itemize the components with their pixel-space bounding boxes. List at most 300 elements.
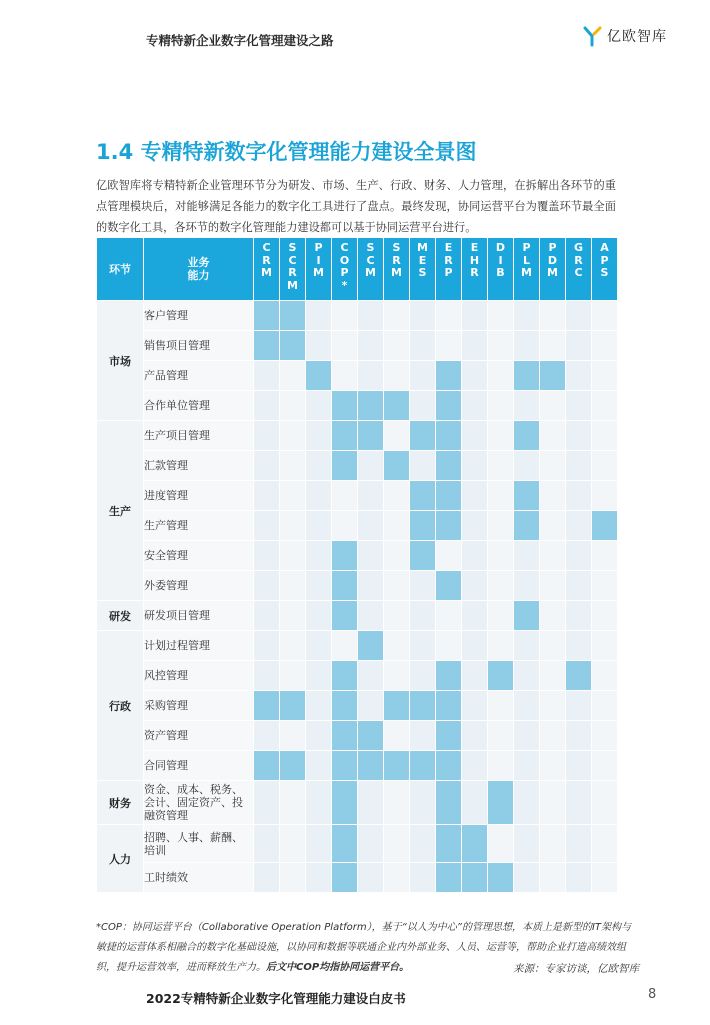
matrix-cell-empty <box>514 541 540 571</box>
matrix-cell-filled <box>410 481 436 511</box>
matrix-cell-empty <box>540 601 566 631</box>
tool-letter: C <box>262 241 271 254</box>
matrix-cell-empty <box>462 451 488 481</box>
tool-letter: H <box>469 253 480 267</box>
matrix-cell-empty <box>280 391 306 421</box>
business-capability-cell: 采购管理 <box>144 691 254 721</box>
header-title: 专精特新企业数字化管理建设之路 <box>146 33 334 48</box>
table-row <box>97 391 618 421</box>
matrix-cell-filled <box>254 751 280 781</box>
matrix-cell-empty <box>254 511 280 541</box>
matrix-cell-filled <box>384 391 410 421</box>
matrix-cell-empty <box>384 421 410 451</box>
matrix-cell-empty <box>462 301 488 331</box>
tool-letter: * <box>341 278 348 292</box>
matrix-cell-empty <box>436 631 462 661</box>
matrix-cell-filled <box>436 391 462 421</box>
matrix-cell-filled <box>358 721 384 751</box>
section-title: 1.4 专精特新数字化管理能力建设全景图 <box>96 140 477 164</box>
matrix-cell-empty <box>488 571 514 601</box>
matrix-cell-empty <box>410 863 436 893</box>
matrix-cell-empty <box>462 661 488 691</box>
matrix-cell-empty <box>592 631 618 661</box>
tool-header-pim <box>306 238 332 301</box>
tool-letter: P <box>340 266 349 280</box>
matrix-cell-empty <box>436 301 462 331</box>
matrix-cell-empty <box>280 863 306 893</box>
table-row <box>97 601 618 631</box>
matrix-cell-empty <box>566 301 592 331</box>
matrix-cell-empty <box>488 331 514 361</box>
matrix-cell-empty <box>462 331 488 361</box>
matrix-cell-filled <box>358 391 384 421</box>
matrix-cell-empty <box>280 481 306 511</box>
tool-header-scrm <box>280 238 306 301</box>
intro-paragraph: 亿欧智库将专精特新企业管理环节分为研发、市场、生产、行政、财务、人力管理，在拆解出各环节的重点管理模块后，对能够满足各能力的数字化工具进行了盘点。最终发现，协同运营平台为覆盖环节最全面的数字化工具，各环节的数字化管理能力建设都可以基于协同运营平台进行。 <box>96 179 616 234</box>
matrix-cell-empty <box>566 601 592 631</box>
tool-header-grc <box>566 238 592 301</box>
matrix-cell-filled <box>436 511 462 541</box>
matrix-cell-empty <box>410 571 436 601</box>
matrix-cell-filled <box>254 301 280 331</box>
tool-letter: D <box>495 241 506 254</box>
matrix-cell-empty <box>566 825 592 863</box>
matrix-cell-empty <box>566 511 592 541</box>
matrix-cell-empty <box>592 661 618 691</box>
matrix-cell-empty <box>514 691 540 721</box>
matrix-cell-empty <box>566 481 592 511</box>
matrix-cell-empty <box>280 631 306 661</box>
table-row <box>97 421 618 451</box>
footnote-bold: 后文中COP均指协同运营平台。 <box>266 962 410 973</box>
tool-letter: M <box>287 278 298 292</box>
matrix-cell-empty <box>332 511 358 541</box>
matrix-cell-empty <box>254 481 280 511</box>
business-capability-cell: 汇款管理 <box>144 451 254 481</box>
matrix-cell-filled <box>436 721 462 751</box>
segment-cell: 研发 <box>97 601 144 631</box>
matrix-cell-empty <box>540 661 566 691</box>
matrix-cell-empty <box>306 421 332 451</box>
matrix-cell-filled <box>566 661 592 691</box>
matrix-cell-filled <box>436 571 462 601</box>
matrix-cell-empty <box>384 511 410 541</box>
tool-letter: G <box>573 241 584 254</box>
matrix-cell-empty <box>462 571 488 601</box>
matrix-cell-empty <box>358 691 384 721</box>
tool-letter: M <box>365 266 376 280</box>
matrix-cell-filled <box>332 721 358 751</box>
matrix-cell-empty <box>358 361 384 391</box>
matrix-cell-empty <box>540 825 566 863</box>
matrix-cell-filled <box>306 361 332 391</box>
table-row <box>97 571 618 601</box>
matrix-cell-filled <box>436 751 462 781</box>
tool-letter: I <box>498 253 503 267</box>
matrix-cell-empty <box>566 631 592 661</box>
business-capability-cell: 风控管理 <box>144 661 254 691</box>
matrix-cell-empty <box>566 571 592 601</box>
tool-letter: R <box>288 266 297 280</box>
matrix-cell-empty <box>462 751 488 781</box>
tool-header-scm <box>358 238 384 301</box>
business-capability-cell: 销售项目管理 <box>144 331 254 361</box>
page-number: 8 <box>648 987 657 1002</box>
matrix-cell-empty <box>306 451 332 481</box>
matrix-cell-filled <box>280 331 306 361</box>
matrix-cell-filled <box>436 863 462 893</box>
matrix-cell-empty <box>254 721 280 751</box>
table-row <box>97 511 618 541</box>
matrix-cell-empty <box>280 571 306 601</box>
tool-letter: M <box>261 266 272 280</box>
matrix-cell-filled <box>436 451 462 481</box>
matrix-cell-filled <box>280 691 306 721</box>
tool-header-erp <box>436 238 462 301</box>
matrix-cell-filled <box>410 691 436 721</box>
matrix-cell-filled <box>332 601 358 631</box>
matrix-cell-empty <box>306 661 332 691</box>
matrix-cell-empty <box>488 481 514 511</box>
matrix-cell-empty <box>540 571 566 601</box>
matrix-cell-empty <box>488 421 514 451</box>
business-capability-cell: 合作单位管理 <box>144 391 254 421</box>
matrix-cell-empty <box>514 301 540 331</box>
column-header-segment: 环节 <box>97 238 144 301</box>
matrix-cell-empty <box>254 541 280 571</box>
matrix-cell-empty <box>462 481 488 511</box>
matrix-cell-empty <box>514 571 540 601</box>
tool-letter: E <box>418 253 427 267</box>
matrix-cell-empty <box>540 541 566 571</box>
tool-letter: M <box>313 266 324 280</box>
matrix-cell-empty <box>462 511 488 541</box>
tool-header-srm <box>384 238 410 301</box>
matrix-cell-empty <box>488 601 514 631</box>
matrix-cell-empty <box>488 301 514 331</box>
matrix-cell-empty <box>306 825 332 863</box>
matrix-cell-filled <box>592 511 618 541</box>
matrix-cell-empty <box>306 863 332 893</box>
matrix-cell-empty <box>254 601 280 631</box>
business-capability-cell: 进度管理 <box>144 481 254 511</box>
table-row <box>97 825 618 863</box>
matrix-cell-empty <box>254 863 280 893</box>
business-capability-cell: 外委管理 <box>144 571 254 601</box>
tool-letter: M <box>547 266 558 280</box>
matrix-cell-empty <box>306 391 332 421</box>
tool-letter: E <box>470 241 479 254</box>
matrix-cell-empty <box>410 631 436 661</box>
matrix-cell-empty <box>592 863 618 893</box>
matrix-cell-empty <box>462 691 488 721</box>
footer-title: 2022专精特新企业数字化管理能力建设白皮书 <box>146 991 406 1006</box>
matrix-cell-filled <box>332 451 358 481</box>
business-capability-cell: 安全管理 <box>144 541 254 571</box>
matrix-cell-empty <box>488 631 514 661</box>
matrix-cell-filled <box>514 601 540 631</box>
matrix-cell-empty <box>306 571 332 601</box>
tool-letter: C <box>366 253 375 267</box>
logo-text: 亿欧智库 <box>607 29 667 45</box>
matrix-cell-filled <box>514 511 540 541</box>
matrix-cell-empty <box>280 421 306 451</box>
tool-letter: S <box>392 241 401 254</box>
capability-matrix <box>96 237 618 893</box>
matrix-cell-filled <box>332 691 358 721</box>
matrix-cell-empty <box>306 751 332 781</box>
matrix-cell-empty <box>358 451 384 481</box>
tool-letter: R <box>470 266 479 280</box>
matrix-cell-filled <box>410 541 436 571</box>
matrix-cell-empty <box>254 781 280 825</box>
matrix-cell-filled <box>332 863 358 893</box>
matrix-cell-empty <box>462 391 488 421</box>
matrix-cell-empty <box>488 361 514 391</box>
table-row <box>97 451 618 481</box>
matrix-cell-empty <box>254 421 280 451</box>
matrix-cell-empty <box>410 721 436 751</box>
matrix-cell-empty <box>566 751 592 781</box>
matrix-cell-empty <box>566 451 592 481</box>
tool-header-cop-star <box>332 238 358 301</box>
tool-letter: D <box>547 253 558 267</box>
matrix-cell-filled <box>436 481 462 511</box>
matrix-cell-empty <box>306 301 332 331</box>
tool-letter: R <box>392 253 401 267</box>
matrix-cell-empty <box>358 511 384 541</box>
table-row <box>97 721 618 751</box>
matrix-cell-empty <box>358 571 384 601</box>
tool-header-plm <box>514 238 540 301</box>
matrix-cell-empty <box>254 571 280 601</box>
matrix-cell-empty <box>462 631 488 661</box>
matrix-cell-empty <box>358 781 384 825</box>
matrix-cell-empty <box>410 361 436 391</box>
matrix-cell-empty <box>566 331 592 361</box>
matrix-cell-empty <box>384 781 410 825</box>
matrix-cell-filled <box>436 781 462 825</box>
matrix-cell-empty <box>384 541 410 571</box>
tool-letter: B <box>496 266 505 280</box>
matrix-cell-empty <box>540 301 566 331</box>
business-capability-cell: 生产管理 <box>144 511 254 541</box>
matrix-cell-filled <box>254 331 280 361</box>
footnote-text: *COP：协同运营平台（Collaborative Operation Platform），基于“以人为中心”的管理思想，本质上是新型的IT架构与敏捷的运营体系相融合的数字化基础设施，以协同和数据等联通企业内外部业务、人员、运营等，帮助企业打造高绩效组织，提升运营效率，进而释放生产力。 <box>96 922 632 973</box>
tool-letter: S <box>366 241 375 254</box>
matrix-cell-empty <box>540 481 566 511</box>
matrix-cell-empty <box>462 601 488 631</box>
matrix-cell-empty <box>566 541 592 571</box>
matrix-cell-empty <box>514 825 540 863</box>
matrix-cell-filled <box>410 421 436 451</box>
tool-letter: M <box>391 266 402 280</box>
matrix-cell-empty <box>592 541 618 571</box>
matrix-cell-empty <box>384 301 410 331</box>
tool-header-pdm <box>540 238 566 301</box>
matrix-cell-empty <box>592 421 618 451</box>
matrix-cell-empty <box>540 781 566 825</box>
matrix-cell-filled <box>358 421 384 451</box>
matrix-cell-filled <box>280 301 306 331</box>
tool-letter: C <box>340 241 349 254</box>
matrix-cell-empty <box>306 691 332 721</box>
matrix-cell-empty <box>384 825 410 863</box>
matrix-cell-empty <box>540 511 566 541</box>
matrix-cell-empty <box>358 481 384 511</box>
matrix-cell-empty <box>592 391 618 421</box>
matrix-cell-empty <box>514 781 540 825</box>
matrix-cell-empty <box>280 511 306 541</box>
tool-header-ehr <box>462 238 488 301</box>
matrix-cell-empty <box>566 391 592 421</box>
tool-header-aps <box>592 238 618 301</box>
matrix-cell-empty <box>514 451 540 481</box>
matrix-cell-empty <box>566 691 592 721</box>
matrix-cell-filled <box>332 391 358 421</box>
tool-letter: E <box>444 241 453 254</box>
matrix-cell-empty <box>254 451 280 481</box>
matrix-cell-empty <box>410 825 436 863</box>
matrix-cell-empty <box>514 331 540 361</box>
matrix-cell-filled <box>384 751 410 781</box>
matrix-cell-empty <box>410 601 436 631</box>
tool-letter: P <box>444 266 453 280</box>
matrix-cell-filled <box>514 481 540 511</box>
matrix-cell-empty <box>306 511 332 541</box>
matrix-cell-empty <box>540 863 566 893</box>
matrix-cell-empty <box>566 421 592 451</box>
matrix-cell-empty <box>332 331 358 361</box>
tool-header-dib <box>488 238 514 301</box>
matrix-cell-empty <box>332 361 358 391</box>
table-row <box>97 781 618 825</box>
table-row <box>97 481 618 511</box>
matrix-cell-empty <box>410 661 436 691</box>
matrix-cell-empty <box>384 331 410 361</box>
tool-letter: M <box>521 266 532 280</box>
matrix-cell-filled <box>358 631 384 661</box>
matrix-cell-empty <box>358 825 384 863</box>
tool-letter: S <box>288 241 297 254</box>
matrix-cell-empty <box>592 751 618 781</box>
matrix-cell-empty <box>566 721 592 751</box>
tool-letter: R <box>262 253 271 267</box>
table-row <box>97 541 618 571</box>
matrix-cell-empty <box>384 863 410 893</box>
business-capability-cell: 招聘、人事、薪酬、培训 <box>144 825 254 863</box>
table-row <box>97 301 618 331</box>
yiou-logo-icon <box>583 25 603 47</box>
matrix-cell-empty <box>332 301 358 331</box>
matrix-cell-empty <box>384 721 410 751</box>
business-capability-cell: 合同管理 <box>144 751 254 781</box>
matrix-cell-empty <box>410 391 436 421</box>
matrix-cell-empty <box>384 361 410 391</box>
tool-letter: P <box>522 241 531 254</box>
business-capability-cell: 生产项目管理 <box>144 421 254 451</box>
matrix-cell-empty <box>384 661 410 691</box>
tool-letter: S <box>418 266 427 280</box>
matrix-cell-empty <box>488 751 514 781</box>
matrix-cell-empty <box>358 661 384 691</box>
matrix-cell-empty <box>254 391 280 421</box>
matrix-cell-empty <box>306 331 332 361</box>
business-capability-cell: 客户管理 <box>144 301 254 331</box>
matrix-cell-empty <box>488 825 514 863</box>
matrix-cell-empty <box>306 631 332 661</box>
matrix-cell-filled <box>410 511 436 541</box>
matrix-cell-empty <box>592 721 618 751</box>
matrix-cell-empty <box>514 721 540 751</box>
matrix-cell-empty <box>358 601 384 631</box>
matrix-cell-empty <box>280 541 306 571</box>
matrix-cell-empty <box>436 541 462 571</box>
matrix-cell-empty <box>462 541 488 571</box>
matrix-cell-filled <box>514 421 540 451</box>
logo <box>583 25 667 47</box>
matrix-cell-empty <box>592 781 618 825</box>
matrix-cell-empty <box>410 781 436 825</box>
matrix-cell-empty <box>488 511 514 541</box>
matrix-cell-empty <box>280 825 306 863</box>
matrix-cell-empty <box>462 421 488 451</box>
tool-letter: L <box>522 253 530 267</box>
matrix-cell-empty <box>514 661 540 691</box>
tool-letter: S <box>600 266 609 280</box>
matrix-cell-filled <box>332 661 358 691</box>
matrix-cell-empty <box>332 631 358 661</box>
matrix-cell-empty <box>280 361 306 391</box>
matrix-cell-empty <box>540 691 566 721</box>
matrix-cell-empty <box>462 721 488 751</box>
matrix-cell-empty <box>410 331 436 361</box>
matrix-cell-empty <box>280 451 306 481</box>
matrix-cell-filled <box>436 691 462 721</box>
matrix-cell-filled <box>540 361 566 391</box>
matrix-cell-empty <box>592 481 618 511</box>
tool-letter: P <box>600 253 609 267</box>
matrix-cell-empty <box>306 781 332 825</box>
column-header-business: 业务 能力 <box>144 238 254 301</box>
matrix-cell-filled <box>254 691 280 721</box>
matrix-cell-empty <box>306 481 332 511</box>
matrix-cell-empty <box>592 331 618 361</box>
business-capability-cell: 产品管理 <box>144 361 254 391</box>
matrix-cell-filled <box>384 691 410 721</box>
matrix-cell-empty <box>540 421 566 451</box>
matrix-cell-filled <box>332 751 358 781</box>
matrix-cell-empty <box>540 751 566 781</box>
matrix-cell-empty <box>358 863 384 893</box>
matrix-cell-empty <box>254 631 280 661</box>
table-row <box>97 361 618 391</box>
matrix-cell-empty <box>566 361 592 391</box>
segment-cell: 人力 <box>97 825 144 893</box>
matrix-cell-empty <box>566 781 592 825</box>
tool-header-mes <box>410 238 436 301</box>
matrix-cell-empty <box>384 481 410 511</box>
matrix-cell-empty <box>514 863 540 893</box>
matrix-cell-empty <box>306 601 332 631</box>
matrix-cell-empty <box>254 661 280 691</box>
matrix-cell-empty <box>410 301 436 331</box>
matrix-cell-empty <box>540 451 566 481</box>
matrix-cell-filled <box>332 421 358 451</box>
matrix-cell-filled <box>332 571 358 601</box>
matrix-cell-empty <box>358 541 384 571</box>
segment-cell: 市场 <box>97 301 144 421</box>
